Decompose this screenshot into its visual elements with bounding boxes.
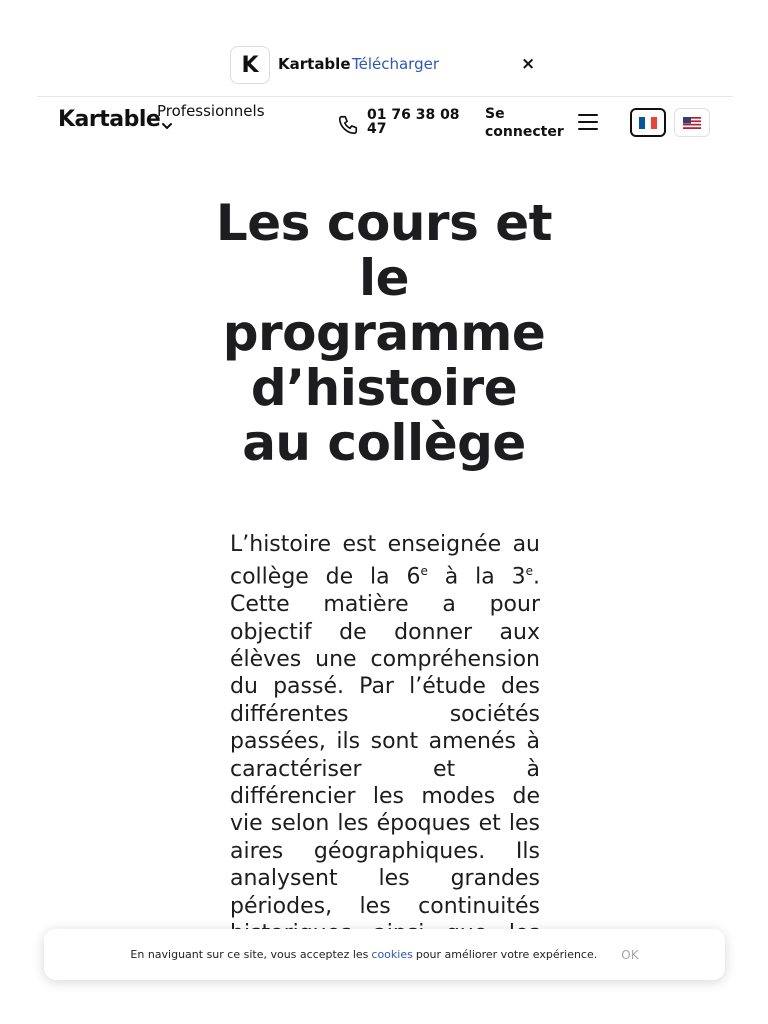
site-header <box>0 98 768 152</box>
cookie-ok-button[interactable]: OK <box>621 947 639 962</box>
language-fr-button[interactable] <box>630 108 666 137</box>
phone-icon <box>337 114 359 136</box>
cookies-link[interactable]: cookies <box>371 948 413 961</box>
language-en-button[interactable] <box>674 108 710 137</box>
professionnels-menu[interactable] <box>157 102 265 131</box>
cookie-consent-bar <box>44 929 725 980</box>
download-app-link[interactable]: Télécharger <box>352 55 440 73</box>
kartable-app-logo: K <box>230 46 270 84</box>
phone-number: 01 76 38 08 47 <box>367 107 460 137</box>
login-link[interactable]: Se connecter <box>485 106 564 140</box>
close-banner-button[interactable]: × <box>521 54 536 74</box>
page-title: Les cours et le programme d’histoire au collège <box>215 194 553 472</box>
flag-france-icon <box>639 117 657 129</box>
intro-paragraph: L’histoire est enseignée au collège de la 6e à la 3e. Cette matière a pour objectif de donner aux élèves une compréhension du passé. Par l’étude des différentes sociétés passées, ils sont amenés à caractériser et à différencier les modes de vie selon les époques et les aires géographiques. Ils analysent les grandes périodes, les continuités <box>230 532 540 919</box>
kartable-logo[interactable]: Kartable <box>58 107 161 132</box>
app-name: Kartable <box>278 55 351 73</box>
chevron-down-icon <box>161 121 173 131</box>
app-download-banner <box>37 40 733 97</box>
phone-contact[interactable] <box>337 108 462 136</box>
hamburger-menu-icon[interactable] <box>578 114 598 132</box>
cookie-text-before: En naviguant sur ce site, vous acceptez les <box>130 948 369 961</box>
cookie-text-after: pour améliorer votre expérience. <box>415 948 598 961</box>
professionnels-label: Professionnels <box>157 102 265 120</box>
flag-usa-icon <box>683 117 701 129</box>
